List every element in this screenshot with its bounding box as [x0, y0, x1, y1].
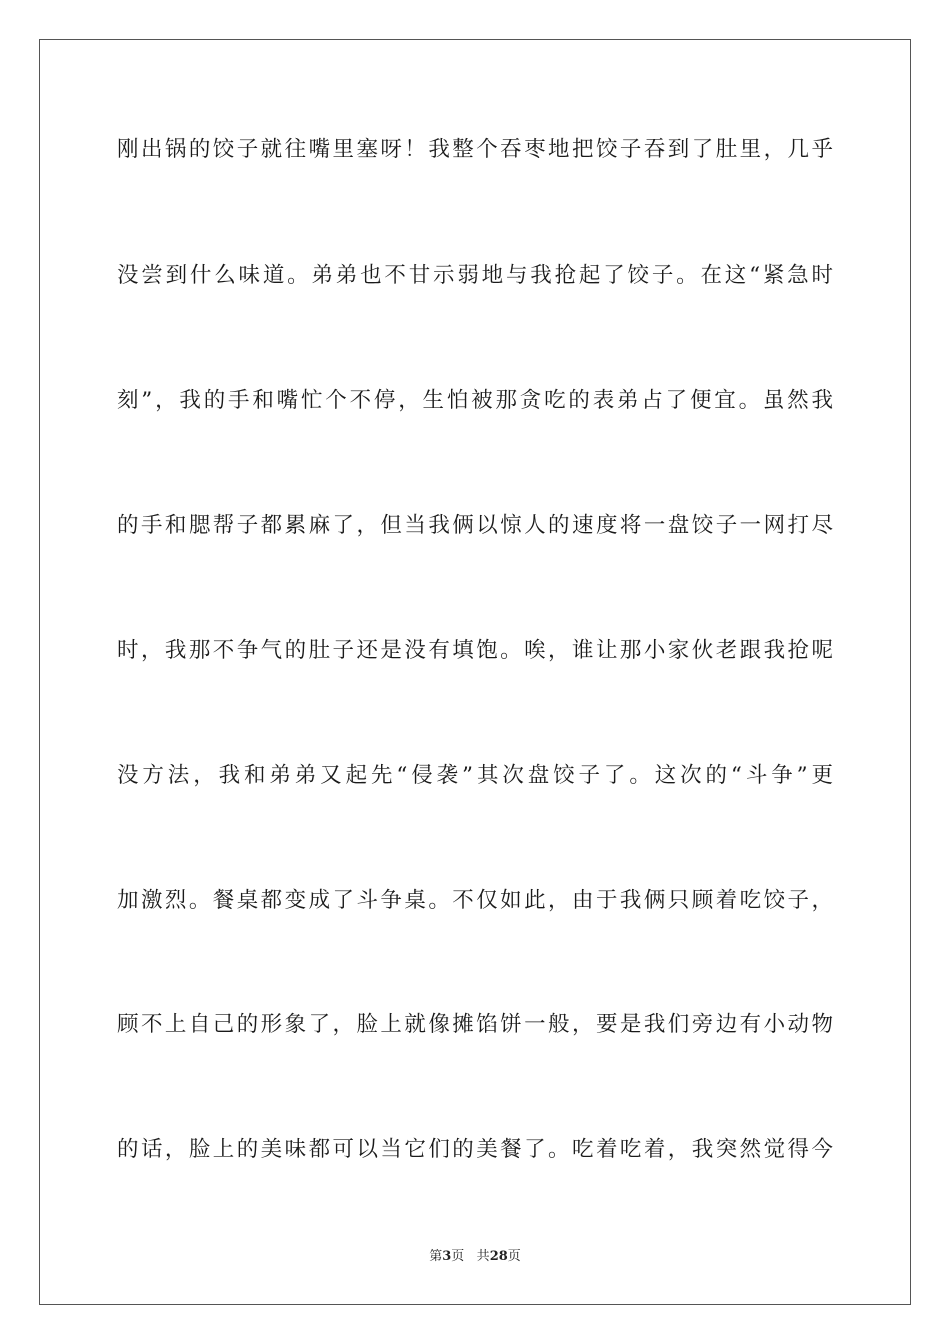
total-prefix: 共: [476, 1249, 490, 1264]
page-prefix: 第: [429, 1249, 443, 1264]
page-footer: [0, 1248, 950, 1266]
paragraph-line: 刚出锅的饺子就往嘴里塞呀！我整个吞枣地把饺子吞到了肚里，几乎: [117, 137, 833, 162]
paragraph-line: 加激烈。餐桌都变成了斗争桌。不仅如此，由于我俩只顾着吃饺子，: [117, 888, 833, 913]
current-page-number: 3: [442, 1249, 452, 1264]
paragraph-line: 时，我那不争气的肚子还是没有填饱。唉，谁让那小家伙老跟我抢呢: [117, 638, 833, 663]
paragraph-line: 顾不上自己的形象了，脸上就像摊馅饼一般，要是我们旁边有小动物: [117, 1012, 833, 1037]
total-unit: 页: [507, 1249, 521, 1264]
paragraph-line: 没方法，我和弟弟又起先“侵袭”其次盘饺子了。这次的“斗争”更: [117, 763, 833, 788]
total-page-count: 28: [489, 1249, 508, 1264]
paragraph-line: 没尝到什么味道。弟弟也不甘示弱地与我抢起了饺子。在这“紧急时: [117, 263, 833, 288]
paragraph-line: 的话，脸上的美味都可以当它们的美餐了。吃着吃着，我突然觉得今: [117, 1137, 833, 1162]
paragraph-line: 的手和腮帮子都累麻了，但当我俩以惊人的速度将一盘饺子一网打尽: [117, 513, 833, 538]
page-unit: 页: [451, 1249, 465, 1264]
paragraph-line: 刻”，我的手和嘴忙个不停，生怕被那贪吃的表弟占了便宜。虽然我: [117, 388, 833, 413]
page-border: [39, 39, 911, 1305]
